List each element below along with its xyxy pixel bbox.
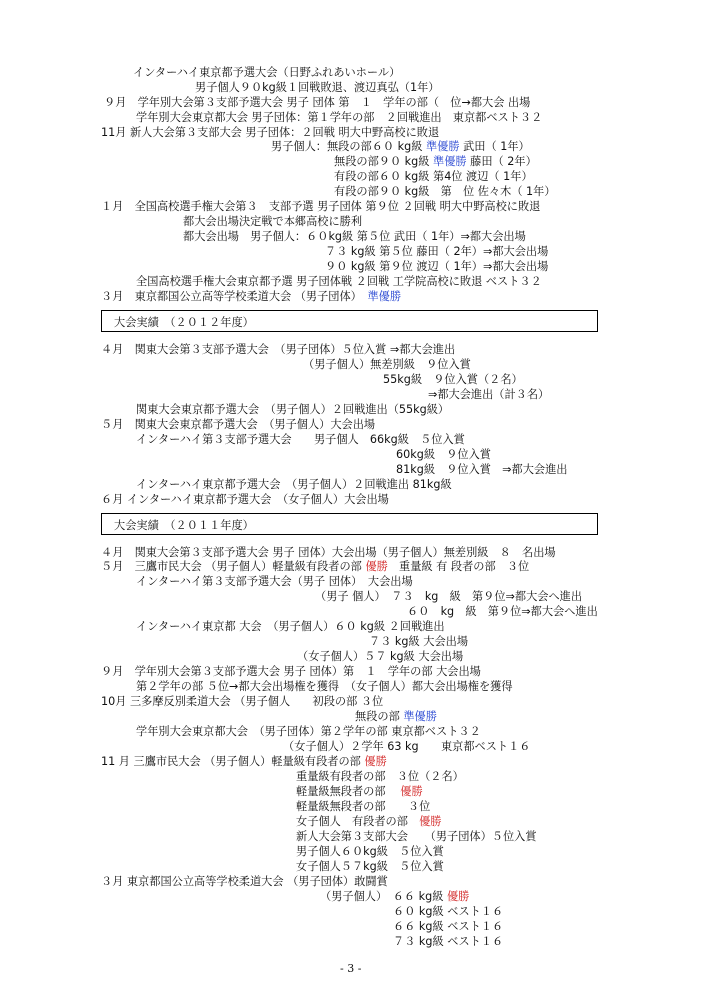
text-line: （女子個人）５７ kg級 大会出場: [297, 650, 464, 663]
award-highlight: 優勝: [419, 815, 442, 828]
text-line: 無段の部 準優勝: [355, 710, 437, 723]
text-line: 第２学年の部 ５位→都大会出場権を獲得 （女子個人）都大会出場権を獲得: [136, 680, 513, 693]
text-line: 11 月 三鷹市民大会 （男子個人）軽量級有段者の部 優勝: [101, 755, 387, 768]
text-line: ⇒都大会進出（計３名）: [428, 388, 550, 401]
text-line: 関東大会東京都予選大会 （男子個人）２回戦進出（55kg級）: [136, 403, 450, 416]
award-highlight: 優勝: [446, 890, 470, 903]
text-line: 60kg級 ９位入賞: [396, 448, 491, 461]
text-line: ６月 インターハイ東京都予選大会 （女子個人）大会出場: [101, 493, 389, 506]
award-highlight: 優勝: [400, 785, 423, 798]
text-line: 有段の部９０ kg級 第 位 佐々木（ 1年）: [334, 185, 556, 198]
text-line: ９月 学年別大会第３支部予選大会 男子 団体 第 １ 学年の部（ 位→都大会 出場: [104, 96, 531, 109]
text-line: １月 全国高校選手権大会第３ 支部予選 男子団体 第９位 ２回戦 明大中野高校に敗退: [101, 200, 541, 213]
text-line: インターハイ東京都予選大会（日野ふれあいホール）: [133, 66, 401, 79]
award-highlight: 優勝: [364, 755, 387, 768]
text-line: 女子個人 有段者の部 優勝: [296, 815, 442, 828]
page-number: - 3 -: [340, 962, 362, 975]
text-line: ６０ kg級 ベスト１６: [393, 905, 504, 918]
text-line: ６０ kg 級 第９位⇒都大会へ進出: [407, 605, 598, 618]
text-line: 学年別大会東京都大会 （男子団体）第２学年の部 東京都ベスト３２: [136, 725, 481, 738]
text-line: 都大会出場 男子個人：６０kg級 第５位 武田（ 1年）⇒都大会出場: [183, 230, 526, 243]
text-line: 10月 三多摩反別柔道大会 （男子個人 初段の部 ３位: [101, 695, 384, 708]
text-line: （男子個人）無差別級 ９位入賞: [303, 358, 471, 371]
text-line: ９０ kg級 第９位 渡辺（ 1年）⇒都大会出場: [325, 260, 549, 273]
text-line: インターハイ東京都 大会 （男子個人）６０ kg級 ２回戦進出: [136, 620, 445, 633]
text-line: ５月 三鷹市民大会 （男子個人）軽量級有段者の部 優勝 重量級 有 段者の部 ３位: [101, 560, 530, 573]
text-line: （男子個人） ６６ kg級 優勝: [320, 890, 470, 903]
text-line: ４月 関東大会第３支部予選大会 男子 団体）大会出場（男子個人）無差別級 ８ 名出場: [101, 546, 556, 559]
text-line: 全国高校選手権大会東京都予選 男子団体戦 ２回戦 工学院高校に敗退 ベスト３２: [136, 275, 542, 288]
text-line: 11月 新人大会第３支部大会 男子団体：２回戦 明大中野高校に敗退: [101, 126, 440, 139]
text-line: ９月 学年別大会第３支部予選大会 男子 団体）第 １ 学年の部 大会出場: [101, 665, 481, 678]
text-line: 軽量級無段者の部 ３位: [296, 800, 431, 813]
text-line: 無段の部９０ kg級 準優勝 藤田（ 2年）: [334, 155, 537, 168]
text-line: （女子個人）２学年 63 kg 東京都ベスト１６: [283, 740, 531, 753]
text-line: ７３ kg級 ベスト１６: [393, 935, 504, 948]
text-line: 重量級有段者の部 ３位（２名）: [296, 770, 464, 783]
award-highlight: 準優勝: [425, 140, 460, 153]
section-heading-2012: 大会実績 （２０１２年度）: [101, 310, 598, 332]
section-heading-2011: 大会実績 （２０１１年度）: [101, 513, 598, 535]
text-line: ４月 関東大会第３支部予選大会 （男子団体）５位入賞 ⇒都大会進出: [101, 343, 456, 356]
text-line: ６６ kg級 ベスト１６: [393, 920, 504, 933]
text-line: ５月 関東大会東京都予選大会 （男子個人）大会出場: [101, 418, 376, 431]
text-line: 軽量級無段者の部 優勝: [296, 785, 423, 798]
award-highlight: 準優勝: [433, 155, 467, 168]
text-line: 新人大会第３支部大会 （男子団体）５位入賞: [296, 830, 537, 843]
text-line: インターハイ第３支部予選大会（男子 団体） 大会出場: [136, 575, 413, 588]
award-highlight: 準優勝: [367, 290, 402, 303]
award-highlight: 準優勝: [403, 710, 437, 723]
text-line: 女子個人５７kg級 ５位入賞: [296, 860, 444, 873]
text-line: ７３ kg級 大会出場: [369, 635, 469, 648]
text-line: 81kg級 ９位入賞 ⇒都大会進出: [396, 463, 568, 476]
text-line: （男子 個人） ７３ kg 級 第９位⇒都大会へ進出: [315, 590, 583, 603]
text-line: インターハイ東京都予選大会 （男子個人）２回戦進出 81kg級: [136, 478, 452, 491]
text-line: 男子個人：無段の部６０ kg級 準優勝 武田（ 1年）: [271, 140, 530, 153]
text-line: 男子個人９０kg級１回戦敗退、渡辺真弘（1年）: [195, 81, 440, 94]
text-line: ７３ kg級 第５位 藤田（ 2年）⇒都大会出場: [325, 245, 549, 258]
text-line: 男子個人６０kg級 ５位入賞: [296, 845, 444, 858]
text-line: ３月 東京都国公立高等学校柔道大会 （男子団体）敢闘賞: [101, 875, 388, 888]
award-highlight: 優勝: [365, 560, 388, 573]
text-line: 都大会出場決定戦で本郷高校に勝利: [183, 215, 363, 228]
text-line: 55kg級 ９位入賞（２名）: [383, 373, 523, 386]
text-line: 有段の部６０ kg級 第4位 渡辺（ 1年）: [334, 170, 533, 183]
text-line: 学年別大会東京都大会 男子団体：第１学年の部 ２回戦進出 東京都ベスト３２: [136, 111, 543, 124]
text-line: ３月 東京都国公立高等学校柔道大会 （男子団体） 準優勝: [101, 290, 402, 303]
text-line: インターハイ第３支部予選大会 男子個人 66kg級 ５位入賞: [136, 433, 465, 446]
